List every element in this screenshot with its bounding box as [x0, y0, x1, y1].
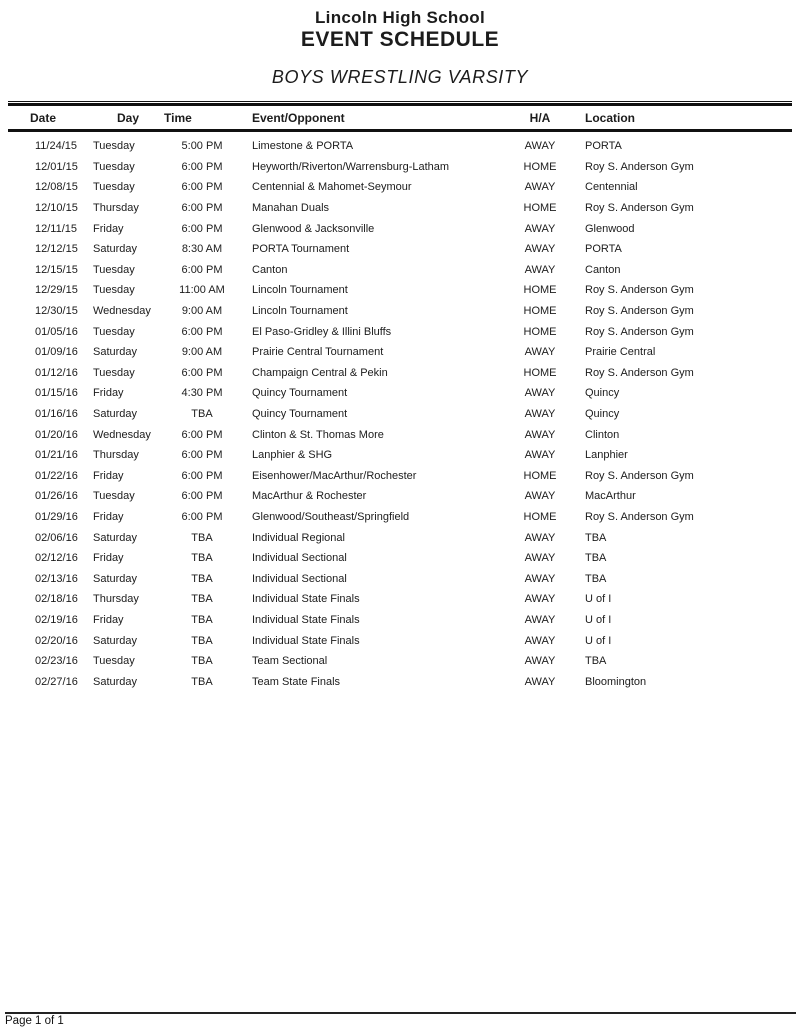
cell-ha: AWAY [524, 655, 556, 668]
cell-time: TBA [191, 552, 213, 565]
cell-date: 12/10/15 [35, 202, 78, 215]
cell-event: Lincoln Tournament [252, 284, 348, 297]
cell-ha: AWAY [524, 572, 556, 585]
cell-time: 5:00 PM [181, 140, 223, 153]
cell-location: PORTA [585, 243, 622, 256]
cell-event: Champaign Central & Pekin [252, 366, 388, 379]
cell-day: Tuesday [93, 181, 135, 194]
cell-date: 01/29/16 [35, 510, 78, 523]
table-row [8, 651, 792, 672]
cell-day: Thursday [93, 449, 139, 462]
cell-location: TBA [585, 552, 607, 565]
cell-ha: AWAY [524, 531, 556, 544]
cell-ha: HOME [523, 284, 557, 297]
cell-event: Individual State Finals [252, 613, 360, 626]
cell-ha: HOME [523, 325, 557, 338]
cell-day: Friday [93, 510, 124, 523]
table-row [8, 507, 792, 528]
column-header-ha: H/A [529, 110, 551, 125]
cell-ha: AWAY [524, 449, 556, 462]
cell-time: 6:00 PM [181, 160, 223, 173]
cell-time: TBA [191, 634, 213, 647]
cell-date: 12/15/15 [35, 263, 78, 276]
table-row [8, 157, 792, 178]
cell-location: MacArthur [585, 490, 636, 503]
cell-event: MacArthur & Rochester [252, 490, 367, 503]
cell-time: 6:00 PM [181, 449, 223, 462]
cell-event: Team Sectional [252, 655, 328, 668]
table-row [8, 630, 792, 651]
table-header-row [8, 106, 792, 129]
cell-day: Wednesday [93, 305, 151, 318]
cell-event: Individual Sectional [252, 552, 347, 565]
table-row [8, 466, 792, 487]
cell-location: Clinton [585, 428, 620, 441]
cell-time: 6:00 PM [181, 181, 223, 194]
cell-day: Thursday [93, 593, 139, 606]
cell-day: Tuesday [93, 284, 135, 297]
cell-day: Friday [93, 222, 124, 235]
cell-location: U of I [585, 593, 612, 606]
cell-location: Roy S. Anderson Gym [585, 366, 694, 379]
table-row [8, 610, 792, 631]
cell-time: 8:30 AM [181, 243, 223, 256]
cell-day: Tuesday [93, 490, 135, 503]
table-row [8, 218, 792, 239]
table-row [8, 260, 792, 281]
cell-event: Eisenhower/MacArthur/Rochester [252, 469, 417, 482]
cell-ha: AWAY [524, 387, 556, 400]
cell-event: Clinton & St. Thomas More [252, 428, 384, 441]
table-row [8, 383, 792, 404]
cell-ha: AWAY [524, 428, 556, 441]
cell-location: Roy S. Anderson Gym [585, 305, 694, 318]
cell-time: 6:00 PM [181, 510, 223, 523]
cell-date: 12/08/15 [35, 181, 78, 194]
cell-ha: AWAY [524, 222, 556, 235]
cell-day: Saturday [93, 243, 138, 256]
cell-date: 02/06/16 [35, 531, 78, 544]
cell-time: 6:00 PM [181, 263, 223, 276]
table-row [8, 321, 792, 342]
cell-event: Centennial & Mahomet-Seymour [252, 181, 412, 194]
cell-day: Tuesday [93, 160, 135, 173]
cell-day: Friday [93, 469, 124, 482]
cell-event: El Paso-Gridley & Illini Bluffs [252, 325, 392, 338]
cell-day: Tuesday [93, 140, 135, 153]
cell-date: 01/05/16 [35, 325, 78, 338]
table-row [8, 445, 792, 466]
column-header-day: Day [117, 110, 140, 125]
column-header-time: Time [164, 110, 192, 125]
cell-location: PORTA [585, 140, 622, 153]
cell-event: Individual State Finals [252, 593, 360, 606]
table-row [8, 486, 792, 507]
cell-time: 6:00 PM [181, 490, 223, 503]
cell-location: TBA [585, 531, 607, 544]
cell-ha: HOME [523, 469, 557, 482]
cell-date: 12/30/15 [35, 305, 78, 318]
cell-event: Individual Sectional [252, 572, 347, 585]
table-row [8, 280, 792, 301]
cell-location: Bloomington [585, 675, 647, 688]
cell-event: Lincoln Tournament [252, 305, 348, 318]
cell-ha: AWAY [524, 675, 556, 688]
table-row [8, 136, 792, 157]
school-name: Lincoln High School [314, 8, 486, 27]
cell-day: Wednesday [93, 428, 151, 441]
cell-date: 12/01/15 [35, 160, 78, 173]
cell-time: TBA [191, 572, 213, 585]
cell-day: Friday [93, 613, 124, 626]
cell-time: 9:00 AM [181, 346, 223, 359]
cell-location: Glenwood [585, 222, 635, 235]
table-top-rule-thin [8, 101, 792, 102]
cell-location: Roy S. Anderson Gym [585, 202, 694, 215]
cell-time: 6:00 PM [181, 325, 223, 338]
cell-date: 01/22/16 [35, 469, 78, 482]
cell-location: Roy S. Anderson Gym [585, 160, 694, 173]
cell-date: 12/12/15 [35, 243, 78, 256]
cell-location: Prairie Central [585, 346, 656, 359]
cell-ha: AWAY [524, 490, 556, 503]
cell-ha: HOME [523, 202, 557, 215]
table-row [8, 589, 792, 610]
cell-time: 6:00 PM [181, 366, 223, 379]
table-row [8, 548, 792, 569]
cell-date: 01/15/16 [35, 387, 78, 400]
cell-ha: AWAY [524, 634, 556, 647]
cell-time: TBA [191, 655, 213, 668]
cell-event: Individual Regional [252, 531, 345, 544]
cell-event: Prairie Central Tournament [252, 346, 384, 359]
table-body [0, 132, 800, 692]
cell-date: 02/18/16 [35, 593, 78, 606]
cell-time: 6:00 PM [181, 202, 223, 215]
cell-day: Thursday [93, 202, 139, 215]
cell-event: Quincy Tournament [252, 387, 348, 400]
cell-day: Saturday [93, 675, 138, 688]
cell-day: Tuesday [93, 325, 135, 338]
cell-date: 01/16/16 [35, 408, 78, 421]
cell-date: 01/26/16 [35, 490, 78, 503]
cell-location: U of I [585, 634, 612, 647]
cell-day: Saturday [93, 408, 138, 421]
cell-time: TBA [191, 531, 213, 544]
cell-ha: AWAY [524, 408, 556, 421]
cell-date: 02/23/16 [35, 655, 78, 668]
cell-day: Saturday [93, 531, 138, 544]
cell-event: Team State Finals [252, 675, 341, 688]
column-header-location: Location [585, 110, 635, 125]
cell-date: 01/21/16 [35, 449, 78, 462]
cell-event: Glenwood & Jacksonville [252, 222, 375, 235]
cell-location: Centennial [585, 181, 638, 194]
title-block [0, 0, 800, 88]
cell-location: Roy S. Anderson Gym [585, 510, 694, 523]
cell-date: 11/24/15 [35, 140, 78, 153]
cell-time: 6:00 PM [181, 469, 223, 482]
cell-time: TBA [191, 593, 213, 606]
table-row [8, 239, 792, 260]
cell-event: Glenwood/Southeast/Springfield [252, 510, 410, 523]
cell-date: 02/27/16 [35, 675, 78, 688]
page-number-label: Page 1 of 1 [5, 1015, 64, 1027]
cell-ha: AWAY [524, 613, 556, 626]
cell-day: Saturday [93, 346, 138, 359]
cell-ha: HOME [523, 305, 557, 318]
cell-ha: AWAY [524, 181, 556, 194]
cell-date: 02/19/16 [35, 613, 78, 626]
cell-location: Quincy [585, 408, 620, 421]
cell-event: Canton [252, 263, 288, 276]
cell-date: 01/20/16 [35, 428, 78, 441]
column-header-event: Event/Opponent [252, 110, 345, 125]
cell-date: 02/13/16 [35, 572, 78, 585]
cell-day: Tuesday [93, 366, 135, 379]
schedule-table [0, 101, 800, 692]
cell-location: Roy S. Anderson Gym [585, 325, 694, 338]
table-row [8, 527, 792, 548]
cell-time: 6:00 PM [181, 428, 223, 441]
cell-time: 4:30 PM [181, 387, 223, 400]
cell-ha: HOME [523, 366, 557, 379]
cell-date: 01/09/16 [35, 346, 78, 359]
table-row [8, 404, 792, 425]
cell-event: Manahan Duals [252, 202, 330, 215]
cell-day: Tuesday [93, 263, 135, 276]
team-subtitle: BOYS WRESTLING VARSITY [271, 67, 529, 87]
cell-location: Lanphier [585, 449, 628, 462]
cell-location: TBA [585, 655, 607, 668]
cell-location: Quincy [585, 387, 620, 400]
cell-date: 02/20/16 [35, 634, 78, 647]
cell-day: Saturday [93, 634, 138, 647]
table-row [8, 177, 792, 198]
column-header-date: Date [30, 110, 57, 125]
cell-location: Canton [585, 263, 621, 276]
cell-time: 6:00 PM [181, 222, 223, 235]
cell-location: U of I [585, 613, 612, 626]
cell-ha: HOME [523, 160, 557, 173]
cell-day: Friday [93, 552, 124, 565]
cell-ha: AWAY [524, 552, 556, 565]
table-row [8, 568, 792, 589]
table-row [8, 342, 792, 363]
document-title: EVENT SCHEDULE [300, 28, 500, 51]
cell-date: 02/12/16 [35, 552, 78, 565]
cell-event: PORTA Tournament [252, 243, 350, 256]
cell-ha: AWAY [524, 346, 556, 359]
cell-event: Heyworth/Riverton/Warrensburg-Latham [252, 160, 450, 173]
cell-event: Quincy Tournament [252, 408, 348, 421]
cell-day: Saturday [93, 572, 138, 585]
cell-location: Roy S. Anderson Gym [585, 469, 694, 482]
cell-ha: AWAY [524, 593, 556, 606]
cell-event: Limestone & PORTA [252, 140, 354, 153]
cell-time: TBA [191, 675, 213, 688]
cell-location: TBA [585, 572, 607, 585]
table-row [8, 363, 792, 384]
cell-ha: AWAY [524, 263, 556, 276]
cell-location: Roy S. Anderson Gym [585, 284, 694, 297]
cell-ha: AWAY [524, 140, 556, 153]
cell-ha: HOME [523, 510, 557, 523]
cell-date: 12/29/15 [35, 284, 78, 297]
cell-date: 12/11/15 [35, 222, 78, 235]
cell-time: 9:00 AM [181, 305, 223, 318]
cell-time: 11:00 AM [179, 284, 225, 297]
table-row [8, 198, 792, 219]
cell-event: Individual State Finals [252, 634, 360, 647]
table-row [8, 671, 792, 692]
table-row [8, 301, 792, 322]
cell-time: TBA [191, 408, 213, 421]
cell-ha: AWAY [524, 243, 556, 256]
cell-date: 01/12/16 [35, 366, 78, 379]
table-row [8, 424, 792, 445]
cell-day: Tuesday [93, 655, 135, 668]
cell-time: TBA [191, 613, 213, 626]
cell-day: Friday [93, 387, 124, 400]
footer-rule [5, 1012, 796, 1014]
cell-event: Lanphier & SHG [252, 449, 333, 462]
